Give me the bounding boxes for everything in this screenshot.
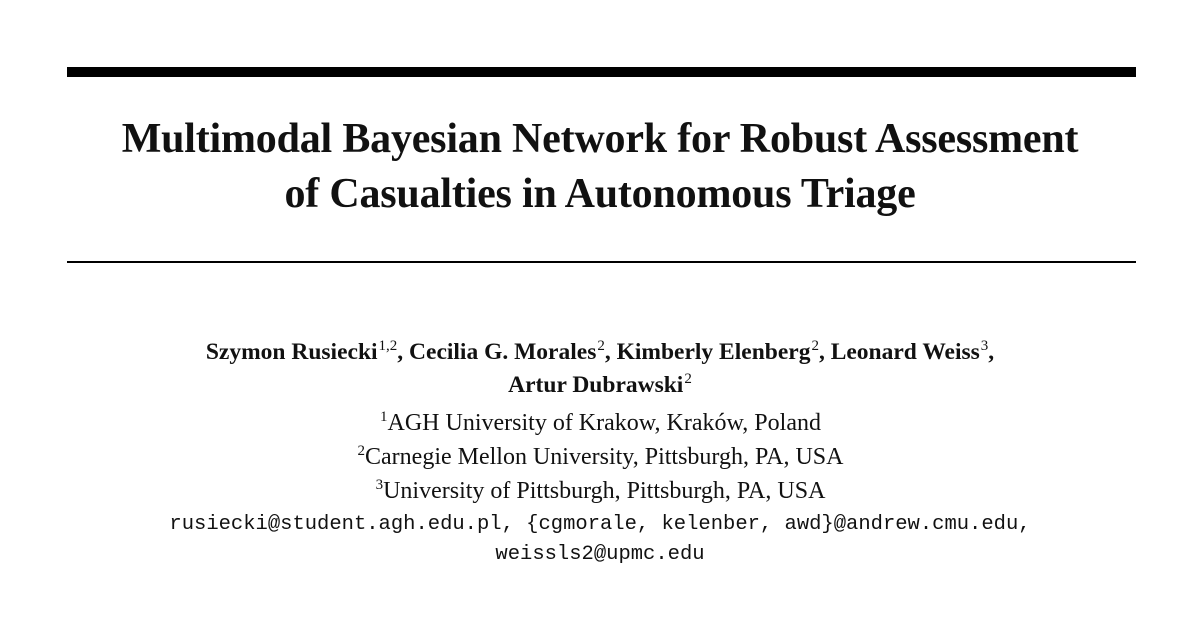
paper-title (40, 112, 1160, 222)
email-line-1: rusiecki@student.agh.edu.pl, {cgmorale, kelenber, awd}@andrew.cmu.edu, (169, 513, 1031, 536)
email-line-2: weissls2@upmc.edu (495, 543, 705, 566)
affiliation-mark: 2 (357, 443, 366, 459)
title-bottom-rule (67, 261, 1136, 263)
author-name: Cecilia G. Morales (409, 339, 597, 365)
affiliation-text: University of Pittsburgh, Pittsburgh, PA, USA (383, 478, 826, 504)
affiliation-2 (60, 442, 1140, 476)
author-line-1 (60, 337, 1140, 370)
affiliation-3 (60, 476, 1140, 510)
affiliation-mark: 1 (380, 409, 388, 425)
author-affiliation-mark: 2 (811, 338, 819, 354)
author-separator: , (397, 339, 410, 365)
author-name: Szymon Rusiecki (205, 339, 378, 365)
author-separator: , (604, 339, 617, 365)
author-separator: , (818, 339, 831, 365)
email-list (40, 510, 1160, 570)
author-name: Kimberly Elenberg (616, 339, 811, 365)
author-line-2 (60, 370, 1140, 403)
title-line-1: Multimodal Bayesian Network for Robust Assessment (121, 116, 1079, 162)
author-affiliation-mark: 3 (980, 338, 989, 354)
author-list (60, 337, 1140, 403)
author-affiliation-mark: 1,2 (378, 338, 398, 354)
author-affiliation-mark: 2 (684, 371, 692, 387)
title-top-rule (67, 67, 1136, 77)
affiliation-mark: 3 (375, 477, 384, 493)
author-name: Artur Dubrawski (508, 372, 684, 398)
affiliation-text: Carnegie Mellon University, Pittsburgh, PA, USA (365, 444, 844, 470)
affiliation-text: AGH University of Krakow, Kraków, Poland (387, 410, 821, 436)
affiliation-list (60, 408, 1140, 510)
title-line-2: of Casualties in Autonomous Triage (284, 171, 916, 217)
affiliation-1 (60, 408, 1140, 442)
author-name: Leonard Weiss (830, 339, 980, 365)
author-separator: , (988, 339, 995, 365)
author-affiliation-mark: 2 (597, 338, 605, 354)
